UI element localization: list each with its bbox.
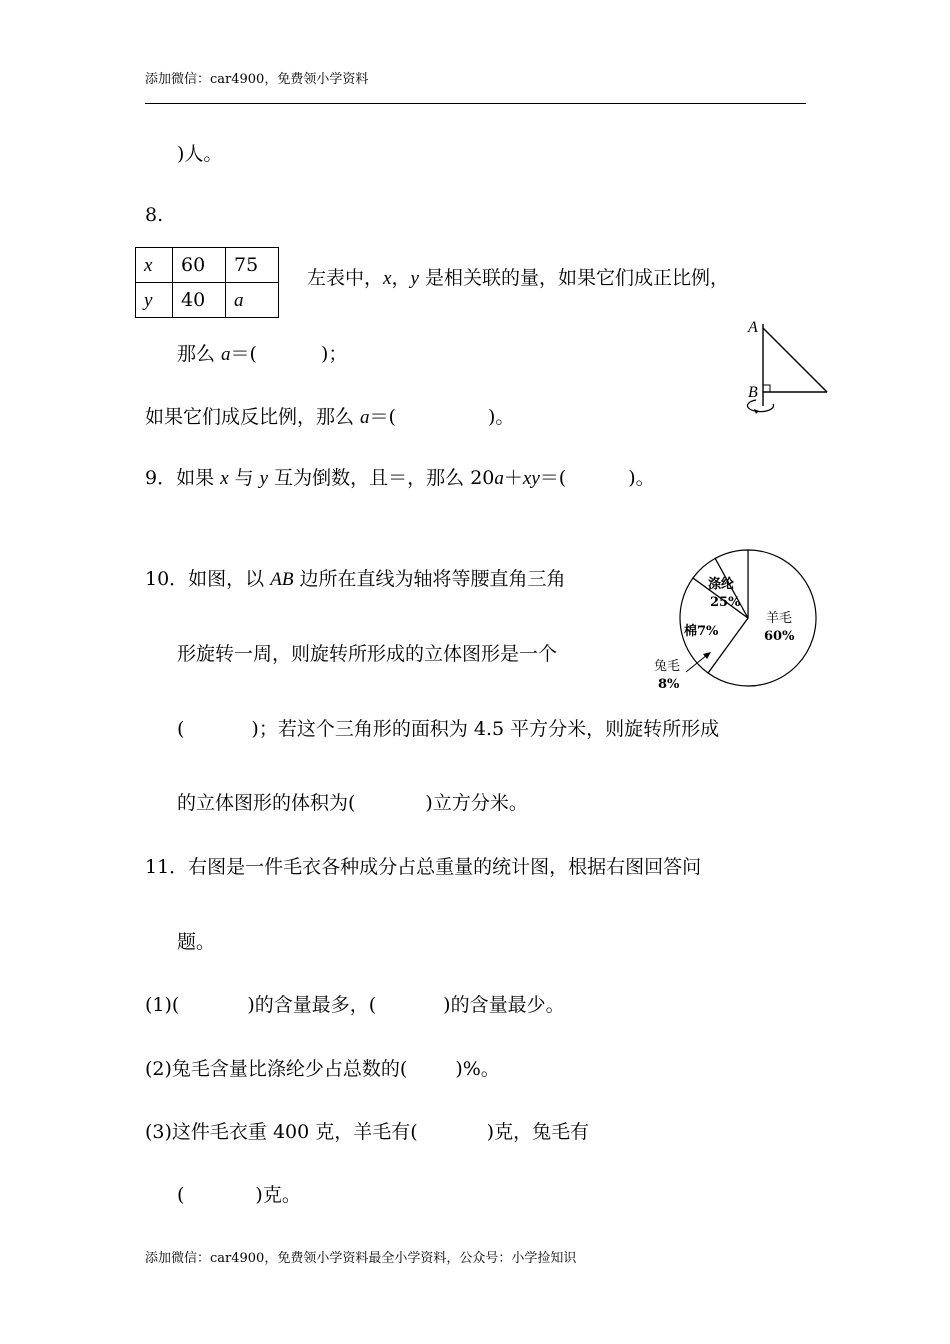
q10-line4: 的立体图形的体积为( )立方分米。 [177,792,528,814]
table-cell: 75 [226,248,279,283]
q8-line2: 那么 a＝( )； [177,343,348,365]
q11-line2: 题。 [177,931,216,953]
triangle-figure [738,308,838,420]
q7-tail: )人。 [177,143,223,165]
q8-number: 8. [145,204,164,226]
q10-line1: 10．如图，以 AB 边所在直线为轴将等腰直角三角 [145,568,566,590]
label-wool: 羊毛 [766,611,793,626]
q10-line2: 形旋转一周，则旋转所形成的立体图形是一个 [177,643,558,665]
table-cell: 40 [173,283,226,318]
label-rabbit: 兔毛 [654,659,681,674]
table-cell: y [144,289,153,311]
q11-part1: (1)( )的含量最多，( )的含量最少。 [145,994,565,1016]
header-divider [145,103,806,104]
q11-part3: (3)这件毛衣重 400 克，羊毛有( )克，兔毛有 [145,1121,590,1143]
label-wool-pct: 60% [764,629,795,644]
q11-part2: (2)兔毛含量比涤纶少占总数的( )%。 [145,1058,500,1080]
label-cotton: 棉7% [684,624,719,639]
label-rabbit-pct: 8% [658,677,680,692]
table-cell: x [144,254,153,276]
q9-line: 9．如果 x 与 y 互为倒数，且＝，那么 20a＋xy＝( )。 [145,467,655,489]
label-polyester-pct: 25% [710,595,741,610]
q8-line3: 如果它们成反比例，那么 a＝( )。 [145,406,515,428]
table-cell: a [234,289,244,311]
label-b: B [748,384,758,401]
page-header: 添加微信：car4900，免费领小学资料 [145,72,369,87]
table-row [136,283,279,318]
pie-chart [648,546,824,694]
q8-table [135,247,279,318]
table-cell: 60 [173,248,226,283]
label-polyester: 涤纶 [708,577,735,592]
q11-line1: 11．右图是一件毛衣各种成分占总重量的统计图，根据右图回答问 [145,856,702,878]
q10-line3: ( )；若这个三角形的面积为 4.5 平方分米，则旋转所形成 [177,718,720,740]
q11-part4: ( )克。 [177,1184,301,1206]
pie-slices [680,550,816,686]
table-row [136,248,279,283]
q8-line1: 左表中，x，y 是相关联的量，如果它们成正比例， [307,267,729,289]
page-footer: 添加微信：car4900，免费领小学资料最全小学资料，公众号：小学捡知识 [145,1251,577,1266]
label-a: A [748,319,758,336]
